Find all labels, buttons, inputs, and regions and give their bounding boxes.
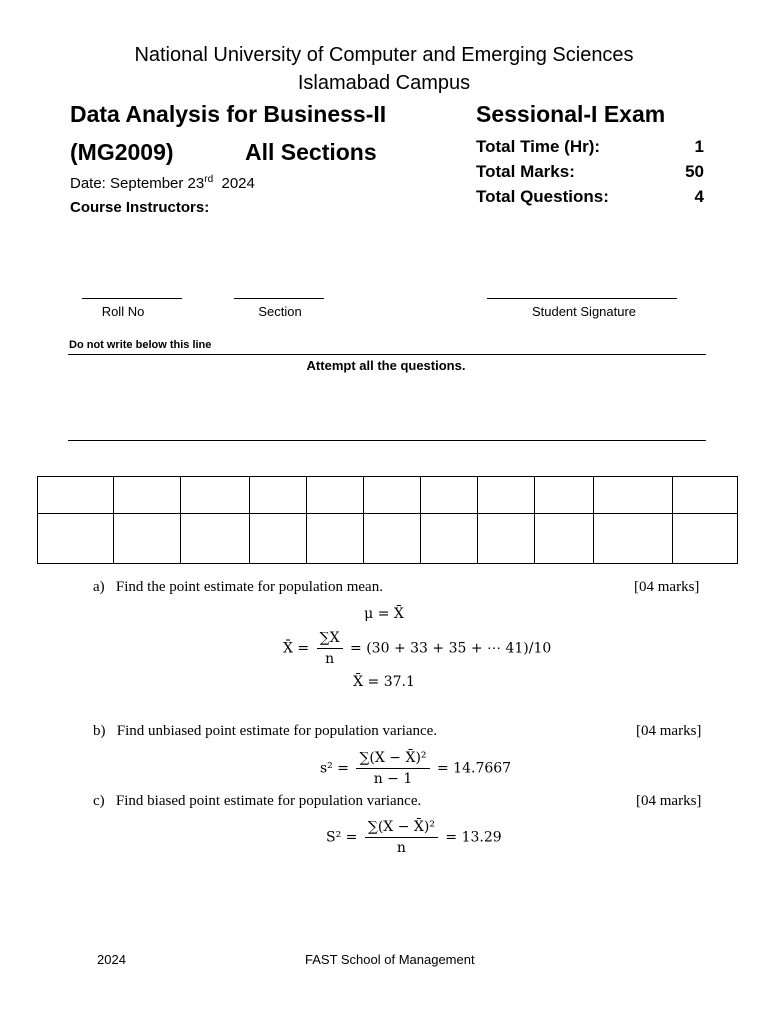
campus-name: Islamabad Campus: [297, 72, 471, 94]
signature-line[interactable]: [487, 298, 677, 299]
question-a-eq2-lhs: X̄ =: [283, 640, 310, 657]
question-c-eq-lhs: S² =: [326, 829, 358, 846]
marks-table: [37, 476, 738, 564]
marks-cell[interactable]: [535, 514, 594, 564]
course-sections: All Sections: [245, 139, 377, 165]
question-b-eq-rhs: = 14.7667: [437, 760, 512, 777]
exam-title: Sessional-I Exam: [476, 101, 666, 127]
signature-label: Student Signature: [531, 304, 637, 319]
marks-cell: [250, 477, 307, 514]
question-c: [93, 793, 421, 810]
exam-date-suffix: rd: [204, 174, 214, 185]
question-a-marks: [04 marks]: [634, 579, 700, 595]
marks-cell[interactable]: [114, 514, 181, 564]
question-b-label: b): [93, 723, 106, 739]
divider-top: [68, 354, 706, 355]
question-c-eq-rhs: = 13.29: [445, 829, 502, 846]
marks-cell: [307, 477, 364, 514]
course-instructors-label: Course Instructors:: [70, 199, 210, 216]
marks-cell: [364, 477, 421, 514]
section-line[interactable]: [234, 298, 324, 299]
question-a: [93, 579, 383, 596]
question-c-eq-fraction: [365, 818, 438, 857]
question-c-eq: [326, 818, 502, 857]
university-name: National University of Computer and Emerging Sciences: [134, 44, 634, 66]
question-b: [93, 723, 437, 740]
exam-date-prefix: Date: September 23: [70, 175, 205, 192]
marks-cell: [535, 477, 594, 514]
question-c-text: Find biased point estimate for population variance.: [115, 793, 422, 809]
total-marks-value: 50: [685, 162, 704, 181]
exam-date-year: 2024: [221, 175, 255, 192]
marks-cell[interactable]: [673, 514, 738, 564]
total-questions-label: Total Questions:: [476, 187, 609, 206]
question-b-marks: [04 marks]: [636, 723, 702, 739]
question-a-eq2-numerator: ∑X: [317, 629, 343, 649]
roll-no-label: Roll No: [101, 304, 145, 319]
marks-table-score-row: [38, 514, 738, 564]
question-b-text: Find unbiased point estimate for population variance.: [116, 723, 438, 739]
question-a-eq2: [283, 629, 551, 668]
question-b-eq: [320, 749, 511, 788]
marks-cell[interactable]: [250, 514, 307, 564]
marks-cell[interactable]: [364, 514, 421, 564]
question-c-marks: [04 marks]: [636, 793, 702, 809]
course-code: (MG2009): [70, 139, 174, 165]
section-label: Section: [258, 304, 302, 319]
question-b-eq-lhs: s² =: [320, 760, 349, 777]
divider-bottom: [68, 440, 706, 441]
do-not-write-note: Do not write below this line: [69, 339, 212, 351]
question-a-text: Find the point estimate for population mean.: [115, 579, 383, 595]
footer-year: 2024: [97, 952, 126, 967]
question-c-label: c): [93, 793, 105, 809]
exam-date: [70, 174, 255, 192]
total-questions-value: 4: [694, 187, 704, 206]
total-time-label: Total Time (Hr):: [476, 137, 601, 156]
marks-cell[interactable]: [307, 514, 364, 564]
marks-cell: [38, 477, 114, 514]
marks-cell[interactable]: [421, 514, 478, 564]
marks-cell[interactable]: [478, 514, 535, 564]
marks-cell: [114, 477, 181, 514]
course-title: Data Analysis for Business-II: [70, 101, 387, 127]
marks-cell: [421, 477, 478, 514]
marks-cell: [673, 477, 738, 514]
question-b-eq-denominator: n − 1: [373, 771, 413, 787]
marks-cell[interactable]: [38, 514, 114, 564]
marks-table-header-row: [38, 477, 738, 514]
question-a-eq2-rhs: = (30 + 33 + 35 + ⋯ 41)/10: [350, 640, 552, 657]
question-a-label: a): [93, 579, 105, 595]
question-a-eq2-denominator: n: [325, 651, 335, 667]
question-c-eq-denominator: n: [396, 840, 406, 856]
question-c-eq-numerator: ∑(X − X̄)²: [365, 818, 438, 838]
marks-cell[interactable]: [594, 514, 673, 564]
roll-no-line[interactable]: [82, 298, 182, 299]
attempt-all-note: Attempt all the questions.: [306, 358, 466, 373]
question-b-eq-numerator: ∑(X − X̄)²: [356, 749, 429, 769]
question-a-eq2-fraction: [317, 629, 343, 668]
marks-cell[interactable]: [181, 514, 250, 564]
total-marks-label: Total Marks:: [476, 162, 575, 181]
marks-cell: [594, 477, 673, 514]
question-a-eq1: μ = X̄: [364, 606, 404, 622]
question-a-eq3: X̄ = 37.1: [353, 674, 415, 690]
marks-cell: [478, 477, 535, 514]
question-b-eq-fraction: [356, 749, 429, 788]
total-time-value: 1: [694, 137, 704, 156]
marks-cell: [181, 477, 250, 514]
footer-school: FAST School of Management: [305, 952, 475, 967]
